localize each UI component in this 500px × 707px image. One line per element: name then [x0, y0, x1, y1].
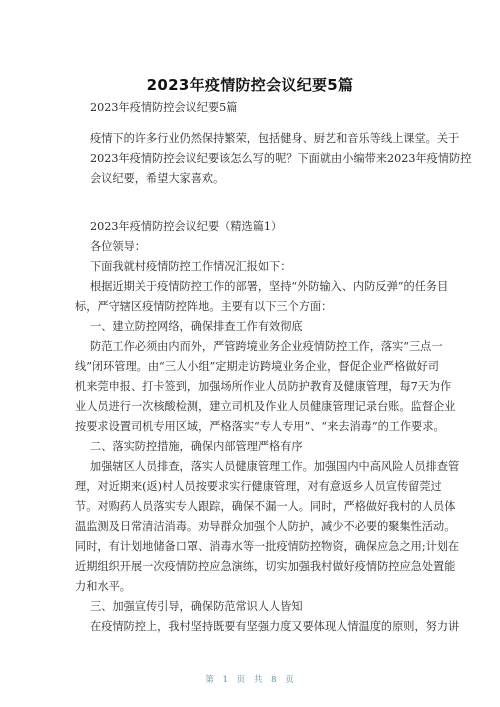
paragraph-line: 温监测及日常清洁消毒。劝导群众加强个人防护，减少不必要的聚集性活动。: [75, 520, 456, 533]
paragraph-line: 机来莞申报、打卡签到，加强场所作业人员防护教育及健康管理，每7天为作: [75, 380, 452, 393]
paragraph-line: 线”闭环管理。由“三人小组”定期走访跨境业务企业，督促企业严格做好司: [75, 360, 439, 373]
paragraph-line: 下面我就村疫情防控工作情况汇报如下：: [90, 260, 292, 273]
paragraph-line: 业人员进行一次核酸检测，建立司机及作业人员健康管理记录台账。监督企业: [75, 400, 456, 413]
section-heading: 2023年疫情防控会议纪要（精选篇1）: [90, 220, 283, 233]
paragraph-line: 加强辖区人员排查，落实人员健康管理工作。加强国内中高风险人员排查管: [90, 460, 460, 473]
paragraph-line: 力和水平。: [75, 580, 131, 593]
subtitle: 2023年疫情防控会议纪要5篇: [90, 101, 238, 114]
paragraph-line: 按要求设置司机专用区域，严格落实“专人专用”、“来去消毒”的工作要求。: [75, 420, 445, 433]
page-number: 1: [222, 675, 229, 685]
page-label: 第: [205, 675, 215, 685]
paragraph-line: 2023年疫情防控会议纪要该怎么写的呢？下面就由小编带来2023年疫情防控: [90, 152, 472, 165]
page-footer: [0, 673, 500, 685]
list-heading: 一、建立防控网络，确保排查工作有效彻底: [90, 320, 303, 333]
paragraph-line: 节。对购药人员落实专人跟踪，确保不漏一人。同时，严格做好我村的人员体: [75, 500, 456, 513]
paragraph-line: 标，严守辖区疫情防控阵地。主要有以下三个方面：: [75, 300, 333, 313]
paragraph-line: 防范工作必须由内而外，严管跨境业务企业疫情防控工作，落实“三点一: [90, 340, 443, 353]
total-unit: 页: [285, 675, 295, 685]
paragraph-line: 同时，有计划地储备口罩、消毒水等一批疫情防控物资，确保应急之用;计划在: [75, 540, 460, 553]
total-pages: 8: [271, 675, 278, 685]
paragraph-line: 会议纪要，希望大家喜欢。: [90, 172, 225, 185]
page-title: 2023年疫情防控会议纪要5篇: [146, 76, 354, 94]
paragraph-line: 近期组织开展一次疫情防控应急演练，切实加强我村做好疫情防控应急处置能: [75, 560, 456, 573]
paragraph-line: 各位领导：: [90, 240, 146, 253]
page-unit: 页: [236, 675, 247, 685]
paragraph-line: 疫情下的许多行业仍然保持繁荣，包括健身、厨艺和音乐等线上课堂。关于: [90, 132, 460, 145]
total-label: 共: [253, 675, 264, 685]
paragraph-line: 在疫情防控上，我村坚持既要有坚强力度又要体现人情温度的原则，努力讲: [90, 620, 460, 633]
paragraph-line: 根据近期关于疫情防控工作的部署，坚持“外防输入、内防反弹”的任务目: [90, 280, 449, 293]
list-heading: 二、落实防控措施，确保内部管理严格有序: [90, 440, 303, 453]
paragraph-line: 理，对近期来(返)村人员按要求实行健康管理，对有意返乡人员宣传留莞过: [75, 480, 442, 493]
list-heading: 三、加强宣传引导，确保防范常识人人皆知: [90, 600, 303, 613]
